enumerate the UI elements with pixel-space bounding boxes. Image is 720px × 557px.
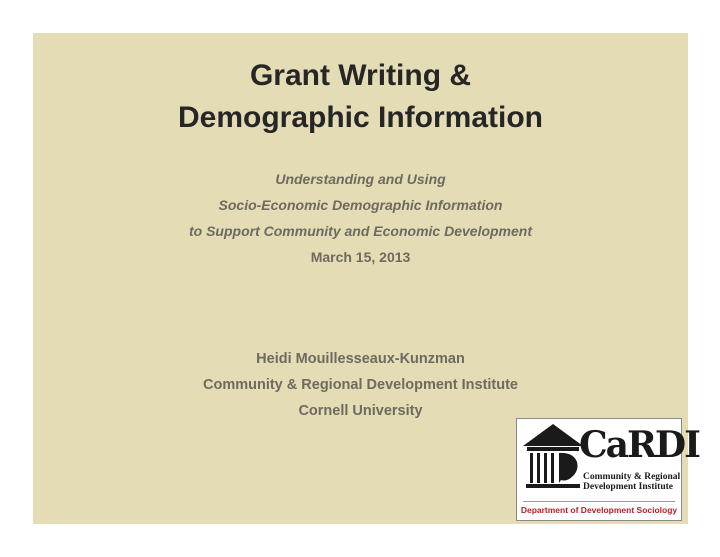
- title-line-1: Grant Writing &: [249, 59, 472, 92]
- subtitle-line-2: Socio-Economic Demographic Information: [218, 197, 503, 213]
- author-institute: Community & Regional Development Institute: [203, 377, 518, 393]
- subtitle-line-1: Understanding and Using: [275, 171, 446, 187]
- presentation-date: March 15, 2013: [310, 249, 411, 265]
- author-name: Heidi Mouillesseaux-Kunzman: [256, 351, 465, 367]
- logo-wordmark: CaRDI: [579, 424, 699, 466]
- title-slide: [33, 33, 699, 524]
- author-university: Cornell University: [298, 403, 423, 419]
- building-columns-icon: [521, 422, 585, 500]
- slide-subtitle: [33, 166, 688, 270]
- author-block: [33, 346, 688, 424]
- logo-sub-line-1: Community & Regional: [583, 472, 681, 482]
- logo-sub-line-2: Development Institute: [583, 482, 673, 492]
- logo-divider: [523, 501, 675, 502]
- cardi-logo: [516, 418, 699, 521]
- title-line-2: Demographic Information: [177, 101, 544, 134]
- slide-title: [33, 55, 688, 139]
- logo-department: Department of Development Sociology: [520, 505, 678, 515]
- logo-subtitle: [583, 472, 680, 492]
- subtitle-line-3: to Support Community and Economic Development: [188, 223, 533, 239]
